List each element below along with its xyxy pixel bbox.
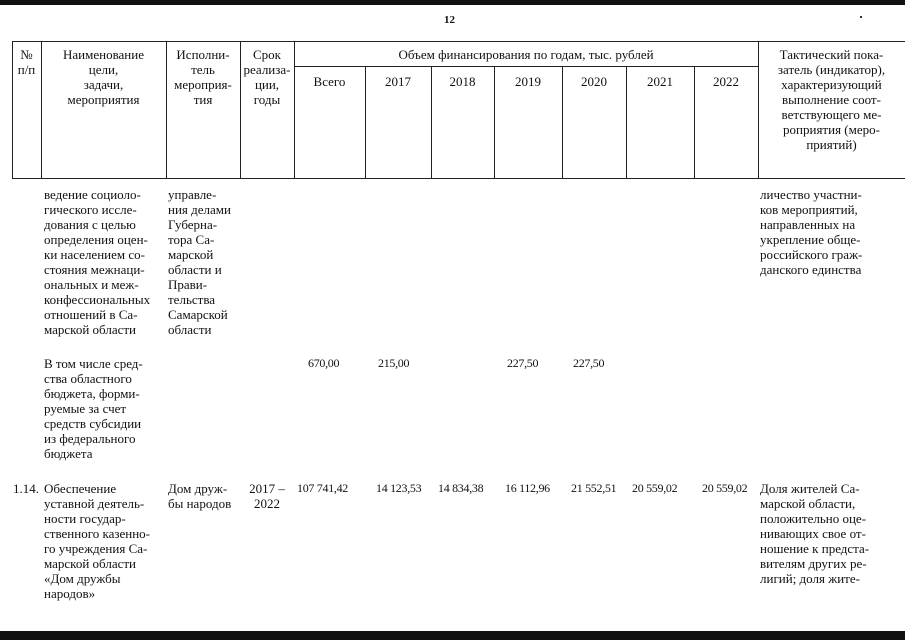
row3-2018: 14 834,38	[438, 481, 484, 495]
row3-2019: 16 112,96	[505, 481, 550, 495]
row2-name: В том числе сред- ства областного бюджета, форми- руемые за счет средств субсидии из федерального бюджета	[44, 356, 143, 461]
header-year-2018: 2018	[449, 74, 476, 89]
header-col-name: Наименование цели, задачи, мероприятия	[63, 47, 144, 107]
row3-num: 1.14.	[13, 481, 39, 496]
top-border	[0, 0, 905, 5]
page-number: 12	[444, 14, 455, 26]
row3-name: Обеспечение уставной деятель- ности государ- ственного казенно- го учреждения Са- марской области «Дом дружбы народов»	[44, 481, 150, 601]
scan-speck	[860, 16, 862, 18]
header-year-2019: 2019	[515, 74, 541, 89]
header-bottom-line	[12, 178, 905, 179]
row3-indicator: Доля жителей Са- марской области, положительно оце- нивающих свое от- ношение к предста- вителям других ре- лигий; доля жите-	[760, 481, 870, 586]
funding-sub-line	[294, 66, 758, 67]
header-col-num: № п/п	[17, 47, 36, 77]
row2-2019: 227,50	[507, 356, 539, 370]
header-col-indicator: Тактический пока- затель (индикатор), характеризующий выполнение соот- ветствующего ме- роприятия (меро- приятий)	[777, 47, 886, 152]
row3-2022: 20 559,02	[702, 481, 748, 495]
header-top-line	[12, 41, 905, 42]
header-year-2020: 2020	[581, 74, 607, 89]
row2-2017: 215,00	[378, 356, 410, 370]
row1-indicator: личество участни- ков мероприятий, направленных на укрепление обще- российского граж- данского единства	[760, 187, 863, 277]
row3-2021: 20 559,02	[632, 481, 678, 495]
row3-total: 107 741,42	[297, 481, 349, 495]
header-col-term: Срок реализа- ции, годы	[243, 47, 291, 107]
row3-2020: 21 552,51	[571, 481, 617, 495]
row3-executor: Дом друж- бы народов	[168, 481, 232, 511]
header-year-2022: 2022	[713, 74, 739, 89]
header-year-2017: 2017	[385, 74, 411, 89]
header-year-2021: 2021	[647, 74, 673, 89]
header-col-total: Всего	[313, 74, 346, 89]
header-col-executor: Исполни- тель мероприя- тия	[174, 47, 232, 107]
bottom-border	[0, 631, 905, 640]
header-funding-group: Объем финансирования по годам, тыс. рублей	[398, 47, 654, 62]
row1-name: ведение социоло- гического иссле- дования с целью определения оцен- ки населением со- стояния межнаци- ональных и меж- конфессиональных отношений в Са- марской области	[44, 187, 151, 337]
row3-2017: 14 123,53	[376, 481, 422, 495]
row2-total: 670,00	[308, 356, 340, 370]
row2-2020: 227,50	[573, 356, 605, 370]
row1-executor: управле- ния делами Губерна- тора Са- марской области и Прави- тельства Самарской области	[168, 187, 231, 337]
row3-term: 2017 – 2022	[249, 481, 285, 511]
